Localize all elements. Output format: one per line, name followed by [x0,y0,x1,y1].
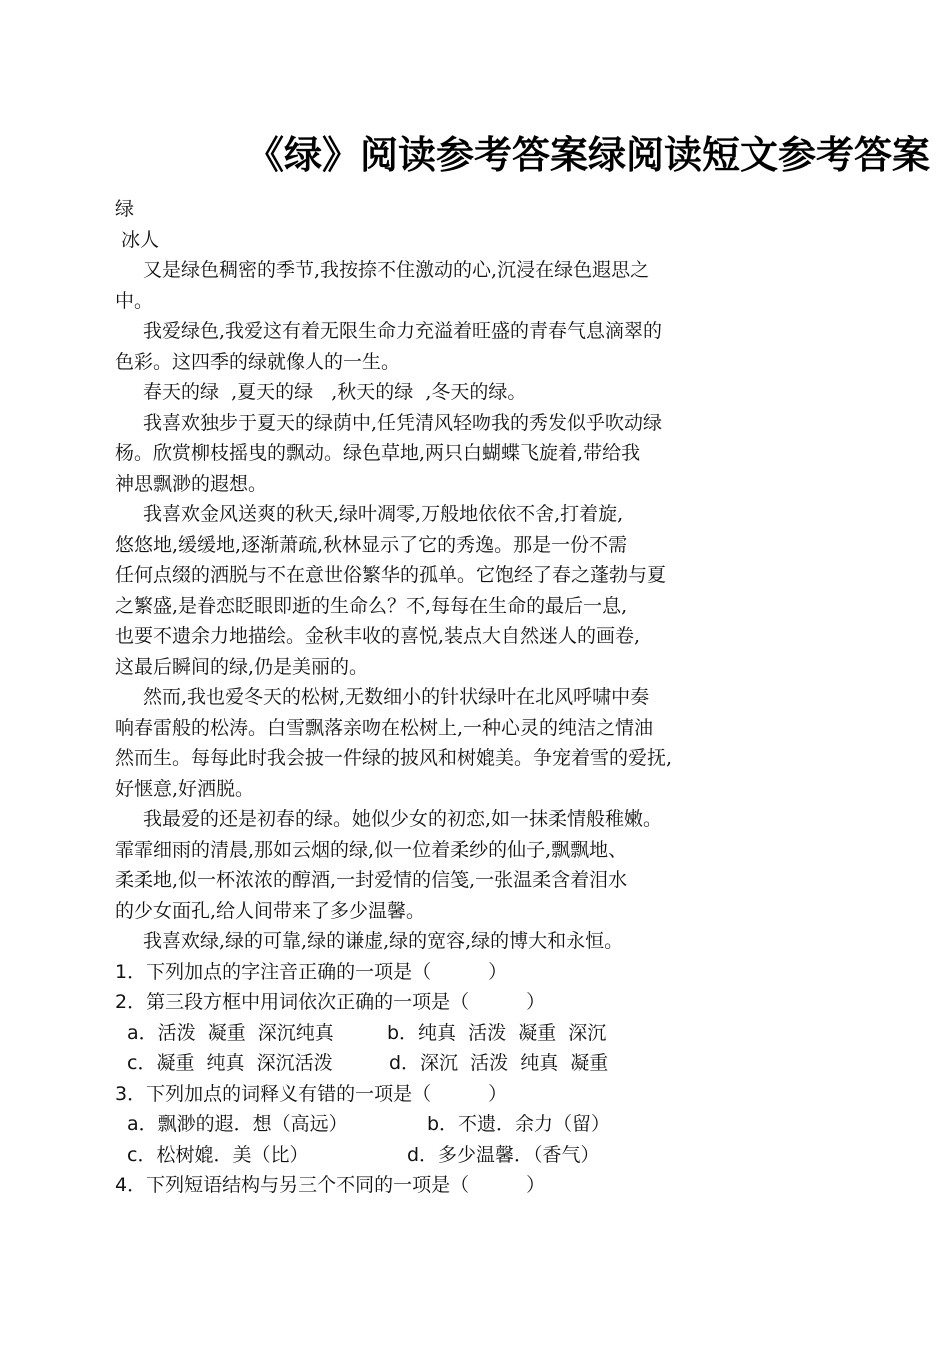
paragraph-line: 又是绿色稠密的季节,我按捺不住激动的心,沉浸在绿色遐思之 [143,259,650,281]
paragraph-line: 之繁盛,是眷恋眨眼即逝的生命么？不,每每在生命的最后一息, [115,594,628,617]
paragraph-line: 杨。欣赏柳枝摇曳的飘动。绿色草地,两只白蝴蝶飞旋着,带给我 [115,442,641,464]
option-d: d．多少温馨．（香气） [407,1143,600,1166]
essay-heading: 绿 [115,198,135,220]
paragraph-line: 我最爱的还是初春的绿。她似少女的初恋,如一抹柔情般稚嫩。 [143,808,663,830]
option-a: a．活泼 凝重 深沉纯真 [127,1021,334,1044]
paragraph-line: 然而,我也爱冬天的松树,无数细小的针状绿叶在北风呼啸中奏 [143,686,650,708]
paragraph-line: 任何点缀的洒脱与不在意世俗繁华的孤单。它饱经了春之蓬勃与夏 [115,564,667,586]
option-c: c．松树媲．美（比） [127,1143,309,1166]
question-4: 4．下列短语结构与另三个不同的一项是（ ） [115,1174,546,1196]
question-2-options-ab [115,1018,835,1049]
paragraph-line: 柔柔地,似一杯浓浓的醇酒,一封爱情的信笺,一张温柔含着泪水 [115,869,628,891]
paragraph-line: 我喜欢金风送爽的秋天,绿叶凋零,万般地依依不舍,打着旋, [143,503,624,525]
question-1: 1．下列加点的字注音正确的一项是（ ） [115,960,508,983]
question-2-options-cd [115,1048,835,1079]
paragraph-line: 悠悠地,缓缓地,逐渐萧疏,秋林显示了它的秀逸。那是一份不需 [115,533,628,556]
question-3: 3．下列加点的词释义有错的一项是（ ） [115,1082,508,1105]
page-title: 《绿》阅读参考答案绿阅读短文参考答案 [245,133,930,177]
essay-author: 冰人 [121,228,160,251]
paragraph-line: 霏霏细雨的清晨,那如云烟的绿,似一位着柔纱的仙子,飘飘地、 [115,838,628,861]
option-b: b．纯真 活泼 凝重 深沉 [387,1021,607,1044]
paragraph-line: 中。 [115,289,154,312]
paragraph-line: 响春雷般的松涛。白雪飘落亲吻在松树上,一种心灵的纯洁之情油 [115,716,654,739]
option-d: d．深沉 活泼 纯真 凝重 [389,1052,609,1074]
option-c: c．凝重 纯真 深沉活泼 [127,1052,333,1074]
paragraph-line: 春天的绿 ,夏天的绿 ,秋天的绿 ,冬天的绿。 [143,381,527,403]
question-3-options-ab [115,1109,835,1140]
paragraph-line: 我喜欢独步于夏天的绿荫中,任凭清风轻吻我的秀发似乎吹动绿 [143,411,663,434]
paragraph-line: 然而生。每每此时我会披一件绿的披风和树媲美。争宠着雪的爱抚, [115,747,673,769]
paragraph-line: 神思飘渺的遐想。 [115,472,268,495]
paragraph-line: 好惬意,好洒脱。 [115,777,255,800]
article-body [115,194,835,1201]
paragraph-line: 我爱绿色,我爱这有着无限生命力充溢着旺盛的青春气息滴翠的 [143,320,663,342]
question-3-options-cd [115,1140,835,1171]
paragraph-line: 我喜欢绿,绿的可靠,绿的谦虚,绿的宽容,绿的博大和永恒。 [143,930,624,952]
paragraph-line: 这最后瞬间的绿,仍是美丽的。 [115,655,369,678]
paragraph-line: 色彩。这四季的绿就像人的一生。 [115,350,401,373]
option-b: b．不遗．余力（留） [427,1113,611,1135]
option-a: a．飘渺的遐．想（高远） [127,1113,348,1135]
question-2: 2．第三段方框中用词依次正确的一项是（ ） [115,991,546,1013]
paragraph-line: 也要不遗余力地描绘。金秋丰收的喜悦,装点大自然迷人的画卷, [115,625,641,647]
paragraph-line: 的少女面孔,给人间带来了多少温馨。 [115,899,426,922]
